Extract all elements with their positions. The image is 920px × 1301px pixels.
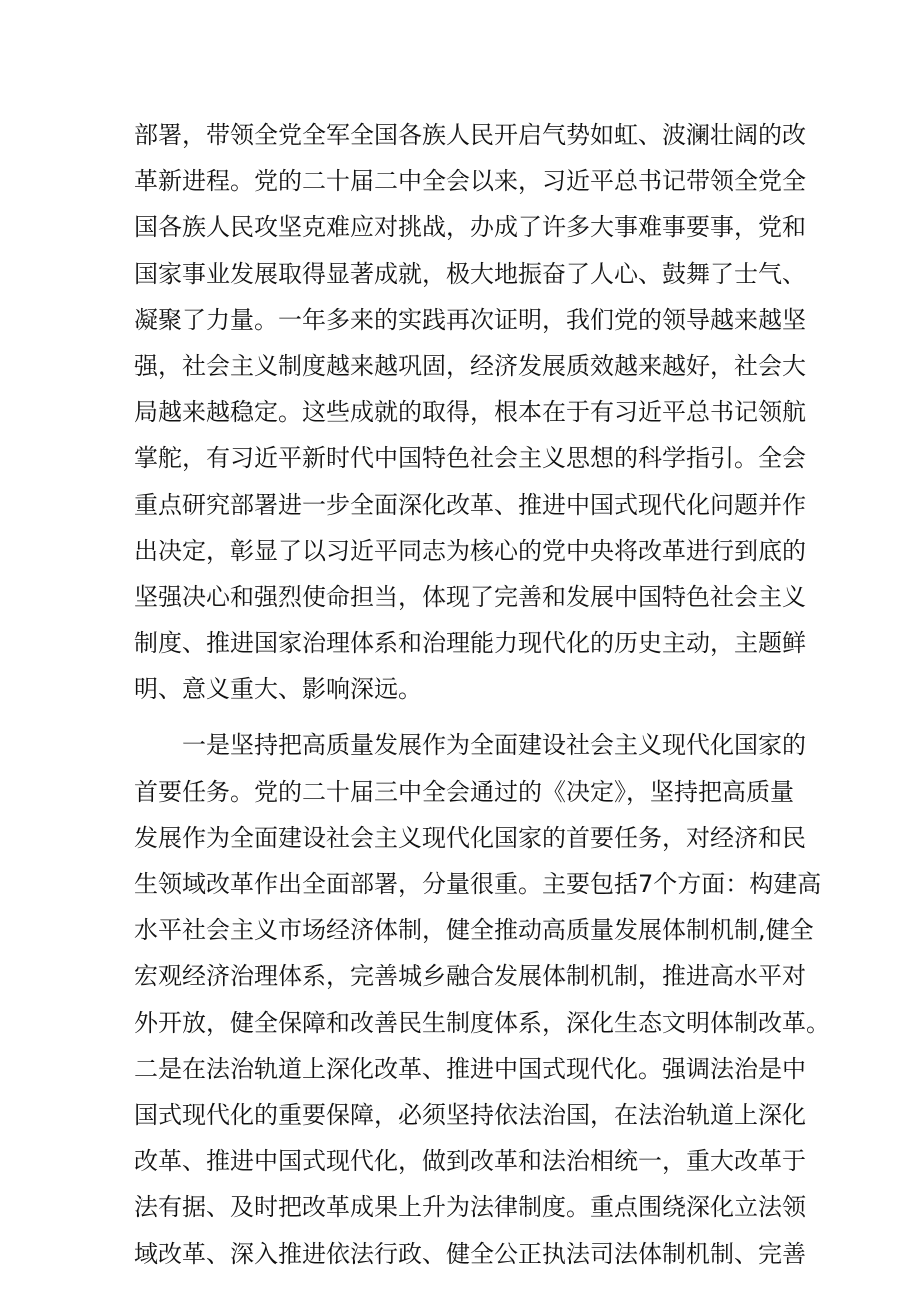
text-line: 革新进程。党的二十届二中全会以来，习近平总书记带领全党全	[134, 167, 806, 196]
text-line: 掌舵，有习近平新时代中国特色社会主义思想的科学指引。全会	[134, 444, 806, 473]
text-line: 制度、推进国家治理体系和治理能力现代化的历史主动，主题鲜	[134, 629, 806, 658]
text-line: 国各族人民攻坚克难应对挑战，办成了许多大事难事要事，党和	[134, 213, 806, 242]
text-line: 发展作为全面建设社会主义现代化国家的首要任务，对经济和民	[134, 823, 806, 852]
text-line: 法有据、及时把改革成果上升为法律制度。重点围绕深化立法领	[134, 1193, 806, 1222]
text-line: 域改革、深入推进依法行政、健全公正执法司法体制机制、完善	[134, 1239, 806, 1268]
text-line: 改革、推进中国式现代化，做到改革和法治相统一，重大改革于	[134, 1147, 806, 1176]
text-line: 局越来越稳定。这些成就的取得，根本在于有习近平总书记领航	[134, 398, 806, 427]
text-line: 国式现代化的重要保障，必须坚持依法治国，在法治轨道上深化	[134, 1100, 806, 1129]
text-line: 凝聚了力量。一年多来的实践再次证明，我们党的领导越来越坚	[134, 305, 806, 334]
text-line-indented: 一是坚持把高质量发展作为全面建设社会主义现代化国家的	[182, 731, 806, 760]
text-line: 水平社会主义市场经济体制，健全推动高质量发展体制机制,健全	[134, 916, 814, 945]
text-line: 坚强决心和强烈使命担当，体现了完善和发展中国特色社会主义	[134, 582, 806, 611]
text-line: 国家事业发展取得显著成就，极大地振奋了人心、鼓舞了士气、	[134, 259, 806, 288]
text-line: 生领域改革作出全面部署，分量很重。主要包括7个方面：构建高	[134, 870, 822, 898]
text-line: 二是在法治轨道上深化改革、推进中国式现代化。强调法治是中	[134, 1054, 806, 1083]
text-line: 明、意义重大、影响深远。	[134, 675, 422, 704]
paragraph-1	[134, 112, 806, 712]
text-line: 外开放，健全保障和改善民生制度体系，深化生态文明体制改革。	[134, 1008, 830, 1037]
text-line: 重点研究部署进一步全面深化改革、推进中国式现代化问题并作	[134, 490, 806, 519]
text-line: 强，社会主义制度越来越巩固，经济发展质效越来越好，社会大	[134, 351, 806, 380]
document-body	[134, 112, 830, 1277]
text-line: 宏观经济治理体系，完善城乡融合发展体制机制，推进高水平对	[134, 962, 806, 991]
text-line: 出决定，彰显了以习近平同志为核心的党中央将改革进行到底的	[134, 536, 806, 565]
paragraph-2	[134, 722, 830, 1276]
text-line: 首要任务。党的二十届三中全会通过的《决定》，坚持把高质量	[134, 777, 794, 806]
text-line: 部署，带领全党全军全国各族人民开启气势如虹、波澜壮阔的改	[134, 121, 806, 149]
paragraph-spacer	[134, 712, 794, 722]
